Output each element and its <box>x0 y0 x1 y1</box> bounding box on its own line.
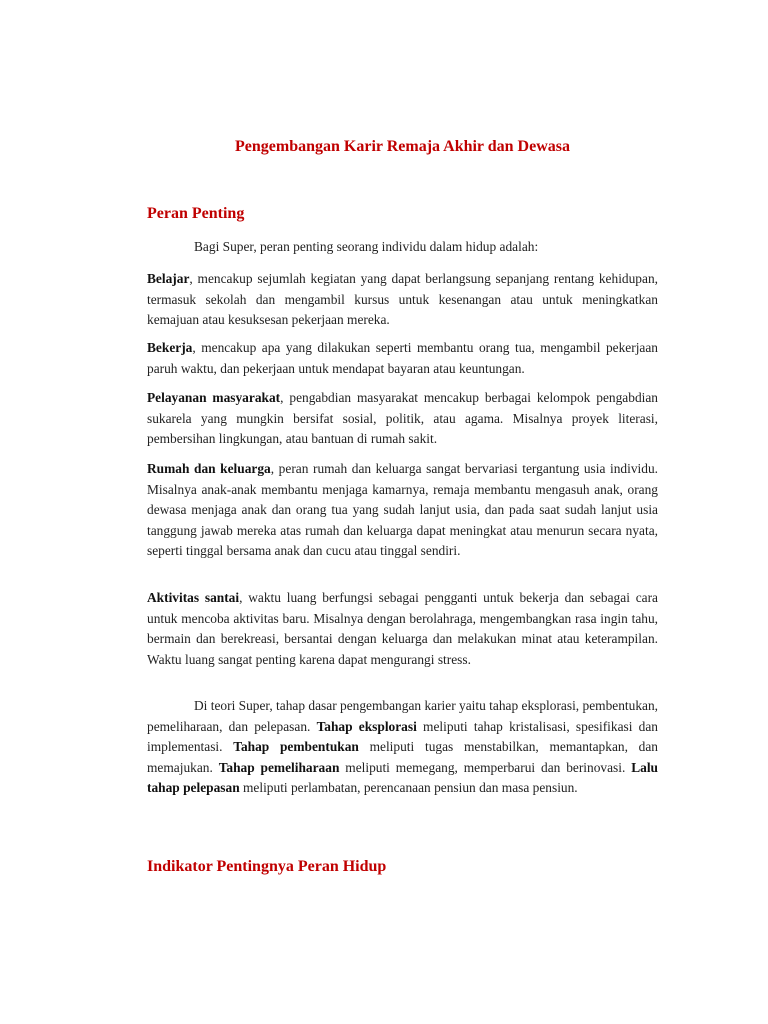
role-description: , mencakup sejumlah kegiatan yang dapat berlangsung sepanjang rentang kehidupan, termasuk sekolah dan mengambil kursus untuk kesenangan atau untuk meningkatkan kemajuan atau kesuksesan pekerjaan mereka. <box>147 271 658 327</box>
section-heading-peran-penting: Peran Penting <box>147 205 245 222</box>
theory-text: meliputi perlambatan, perencanaan pensiun dan masa pensiun. <box>239 780 578 795</box>
role-term: Rumah dan keluarga <box>147 461 271 476</box>
role-description: , mencakup apa yang dilakukan seperti membantu orang tua, mengambil pekerjaan paruh waktu, dan pekerjaan untuk mendapat bayaran atau keuntungan. <box>147 340 658 376</box>
role-description: , waktu luang berfungsi sebagai pengganti untuk bekerja dan sebagai cara untuk mencoba aktivitas baru. Misalnya dengan berolahraga, mengembangkan rasa ingin tahu, bermain dan berekreasi, bersantai dengan keluarga dan melakukan minat atau keterampilan. Waktu luang sangat penting karena dapat mengurangi stress. <box>147 590 658 667</box>
role-paragraph-belajar <box>147 269 658 331</box>
document-title: Pengembangan Karir Remaja Akhir dan Dewasa <box>235 138 570 155</box>
role-paragraph-aktivitas <box>147 588 658 670</box>
stage-term: Lalu tahap pelepasan <box>147 759 658 795</box>
theory-text: meliputi memegang, memperbarui dan berinovasi. <box>339 759 632 775</box>
theory-text: meliputi tahap kristalisasi, spesifikasi dan implementasi. <box>147 718 658 754</box>
theory-text: meliputi tugas menstabilkan, memantapkan, dan memajukan. <box>147 739 659 775</box>
role-term: Pelayanan masyarakat <box>147 390 281 405</box>
role-paragraph-pelayanan <box>147 388 658 450</box>
theory-text: Di teori Super, tahap dasar pengembangan karier yaitu tahap eksplorasi, pembentukan, pemeliharaan, dan pelepasan. <box>147 698 658 734</box>
role-term: Bekerja <box>147 340 193 355</box>
theory-paragraph <box>147 696 658 799</box>
intro-paragraph: Bagi Super, peran penting seorang individu dalam hidup adalah: <box>194 239 539 254</box>
role-term: Belajar <box>147 271 190 286</box>
role-paragraph-rumah <box>147 459 658 562</box>
section-heading-indikator: Indikator Pentingnya Peran Hidup <box>147 858 387 875</box>
role-description: , pengabdian masyarakat mencakup berbagai kelompok pengabdian sukarela yang mungkin bersifat sosial, politik, atau agama. Misalnya proyek literasi, pembersihan lingkungan, atau bantuan di rumah sakit. <box>147 390 659 446</box>
stage-term: Tahap pemeliharaan <box>218 759 340 775</box>
role-description: , peran rumah dan keluarga sangat bervariasi tergantung usia individu. Misalnya anak-anak membantu menjaga kamarnya, remaja membantu mengasuh anak, orang dewasa menjaga anak dan orang tua yang sudah lanjut usia, dan pada saat sudah lanjut usia tanggung jawab mereka atas rumah dan keluarga dapat meningkat atau menurun secara nyata, seperti tinggal bersama anak dan cucu atau tinggal sendiri. <box>147 461 658 558</box>
role-term: Aktivitas santai <box>147 590 240 605</box>
stage-term: Tahap eksplorasi <box>316 718 417 734</box>
role-paragraph-bekerja <box>147 338 658 379</box>
stage-term: Tahap pembentukan <box>233 739 359 754</box>
